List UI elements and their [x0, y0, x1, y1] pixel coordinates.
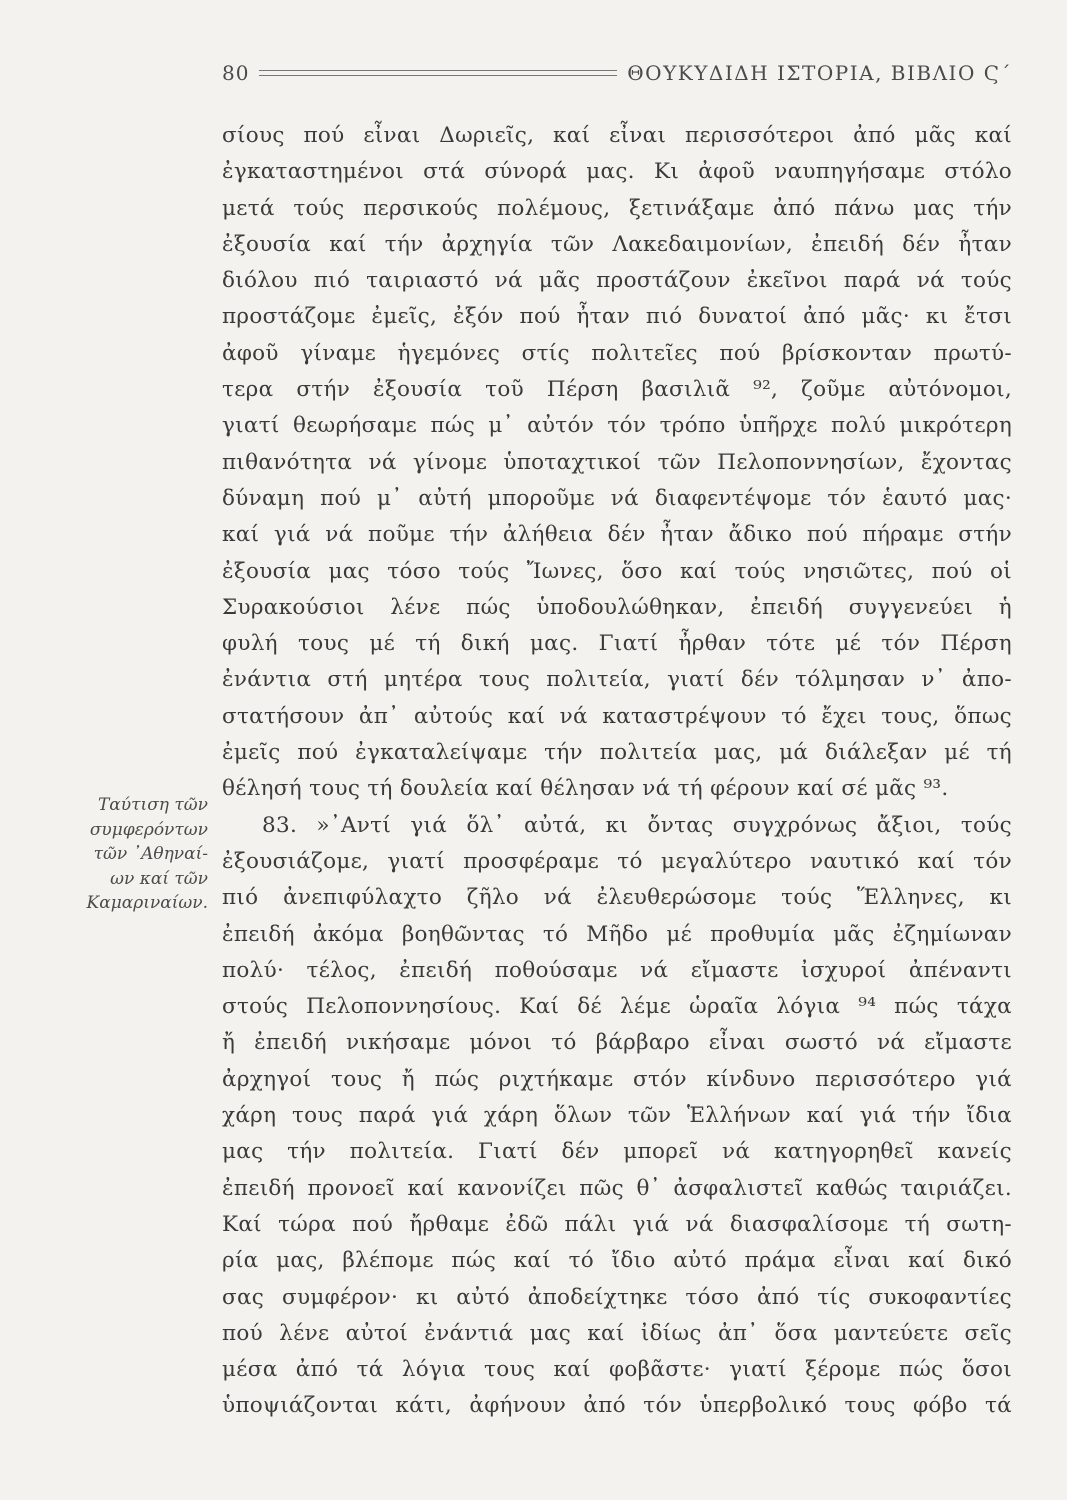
margin-note-line: ων καί τῶν [110, 868, 208, 889]
text-line: ἐπειδή ἀκόμα βοηθῶντας τό Μῆδο μέ προθυμία μᾶς ἐζημίωναν [222, 921, 1012, 947]
margin-note-line: συμφερόντων [89, 819, 208, 840]
text-line: ἀφοῦ γίναμε ἡγεμόνες στίς πολιτεῖες πού βρίσκονταν πρωτύ- [222, 340, 1012, 366]
text-line: ἐμεῖς πού ἐγκαταλείψαμε τήν πολιτεία μας, μά διάλεξαν μέ τή [222, 740, 1012, 766]
text-line: θέλησή τους τή δουλεία καί θέλησαν νά τή φέρουν καί σέ μᾶς ⁹³. [222, 776, 949, 802]
text-line: δύναμη πού μ᾿ αὐτή μποροῦμε νά διαφεντέψομε τόν ἑαυτό μας· [222, 485, 1012, 511]
text-line: ἀρχηγοί τους ἤ πώς ριχτήκαμε στόν κίνδυνο περισσότερο γιά [222, 1066, 1012, 1092]
text-line: πολύ· τέλος, ἐπειδή ποθούσαμε νά εἴμαστε ἰσχυροί ἀπέναντι [222, 957, 1012, 983]
text-line: ὑποψιάζονται κάτι, ἀφήνουν ἀπό τόν ὑπερβολικό τους φόβο τά [222, 1393, 1012, 1419]
text-line: στατήσουν ἀπ᾿ αὐτούς καί νά καταστρέψουν τό ἔχει τους, ὅπως [222, 703, 1012, 729]
running-header [222, 58, 1012, 88]
margin-note [30, 793, 208, 916]
text-line: Καί τώρα πού ἤρθαμε ἐδῶ πάλι γιά νά διασφαλίσομε τή σωτη- [222, 1211, 1012, 1237]
text-line: πιό ἀνεπιφύλαχτο ζῆλο νά ἐλευθερώσομε τούς Ἕλληνες, κι [222, 885, 1012, 911]
text-line: τερα στήν ἐξουσία τοῦ Πέρση βασιλιᾶ ⁹², ζοῦμε αὐτόνομοι, [222, 377, 1012, 403]
page-number: 80 [222, 61, 250, 85]
header-rule [259, 70, 617, 76]
text-line: ἐξουσιάζομε, γιατί προσφέραμε τό μεγαλύτερο ναυτικό καί τόν [222, 848, 1012, 874]
text-line: μέσα ἀπό τά λόγια τους καί φοβᾶστε· γιατί ξέρομε πώς ὅσοι [222, 1357, 1012, 1383]
text-line: ἐξουσία μας τόσο τούς Ἴωνες, ὅσο καί τούς νησιῶτες, πού οἱ [222, 558, 1012, 584]
running-title: ΘΟΥΚΥΔΙΔΗ ΙΣΤΟΡΙΑ, ΒΙΒΛΙΟ Ϛ΄ [627, 61, 1012, 85]
text-line: στούς Πελοποννησίους. Καί δέ λέμε ὡραῖα λόγια ⁹⁴ πώς τάχα [222, 994, 1012, 1020]
text-line: Συρακούσιοι λένε πώς ὑποδουλώθηκαν, ἐπειδή συγγενεύει ἡ [222, 594, 1012, 620]
text-line: μας τήν πολιτεία. Γιατί δέν μπορεῖ νά κατηγορηθεῖ κανείς [222, 1139, 1012, 1165]
text-line: πού λένε αὐτοί ἐνάντιά μας καί ἰδίως ἀπ᾿ ὅσα μαντεύετε σεῖς [222, 1320, 1012, 1346]
chapter-83-start: 83. »᾿Αντί γιά ὅλ᾿ αὐτά, κι ὄντας συγχρόνως ἄξιοι, τούς [262, 812, 1012, 838]
text-line: φυλή τους μέ τή δική μας. Γιατί ἦρθαν τότε μέ τόν Πέρση [222, 631, 1012, 657]
text-line: ἐνάντια στή μητέρα τους πολιτεία, γιατί δέν τόλμησαν ν᾿ ἀπο- [222, 667, 1012, 693]
text-line: προστάζομε ἐμεῖς, ἐξόν πού ἦταν πιό δυνατοί ἀπό μᾶς· κι ἔτσι [222, 304, 1012, 330]
text-line: γιατί θεωρήσαμε πώς μ᾿ αὐτόν τόν τρόπο ὑπῆρχε πολύ μικρότερη [222, 413, 1012, 439]
body-text [222, 118, 1012, 1425]
text-line: σας συμφέρον· κι αὐτό ἀποδείχτηκε τόσο ἀπό τίς συκοφαντίες [222, 1284, 1012, 1310]
text-line: διόλου πιό ταιριαστό νά μᾶς προστάζουν ἐκεῖνοι παρά νά τούς [222, 268, 1012, 294]
text-line: καί γιά νά ποῦμε τήν ἀλήθεια δέν ἦταν ἄδικο πού πήραμε στήν [222, 522, 1012, 548]
margin-note-line: τῶν ᾿Αθηναί- [93, 844, 208, 864]
text-line: σίους πού εἶναι Δωριεῖς, καί εἶναι περισσότεροι ἀπό μᾶς καί [222, 123, 1012, 148]
text-line: ἐξουσία καί τήν ἀρχηγία τῶν Λακεδαιμονίων, ἐπειδή δέν ἦταν [222, 231, 1012, 257]
margin-note-line: Ταύτιση τῶν [97, 795, 208, 815]
margin-note-line: Καμαριναίων. [86, 893, 208, 913]
text-line: ἤ ἐπειδή νικήσαμε μόνοι τό βάρβαρο εἶναι σωστό νά εἴμαστε [222, 1030, 1012, 1056]
text-line: χάρη τους παρά γιά χάρη ὅλων τῶν Ἑλλήνων καί γιά τήν ἴδια [222, 1103, 1012, 1129]
text-line: ρία μας, βλέπομε πώς καί τό ἴδιο αὐτό πράμα εἶναι καί δικό [222, 1248, 1012, 1274]
text-line: ἐγκαταστημένοι στά σύνορά μας. Κι ἀφοῦ ναυπηγήσαμε στόλο [222, 159, 1012, 185]
text-line: ἐπειδή προνοεῖ καί κανονίζει πῶς θ᾿ ἀσφαλιστεῖ καθώς ταιριάζει. [222, 1175, 1012, 1201]
text-line: μετά τούς περσικούς πολέμους, ξετινάξαμε ἀπό πάνω μας τήν [222, 195, 1012, 221]
text-line: πιθανότητα νά γίνομε ὑποταχτικοί τῶν Πελοποννησίων, ἔχοντας [222, 449, 1012, 475]
